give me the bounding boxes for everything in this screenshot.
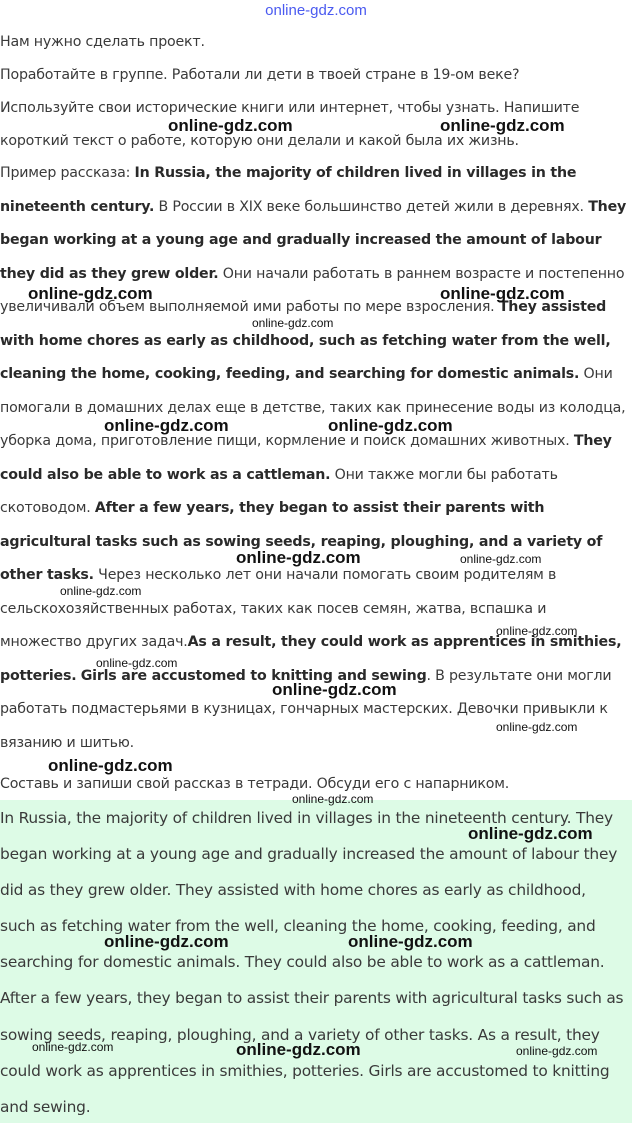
task-instruction: Поработайте в группе. Работали ли дети в твоей стране в 19-ом веке? bbox=[0, 67, 520, 83]
watermark: online-gdz.com bbox=[60, 584, 142, 598]
story-en-2: They began working at a young age and gradually increased the amount of labour they did as they grew older. bbox=[0, 198, 627, 282]
watermark: online-gdz.com bbox=[48, 756, 173, 775]
story-en-3: They assisted with home chores as early as childhood, such as fetching water from the well, cleaning the home, cooking, feeding, and searching for domestic animals. bbox=[0, 299, 611, 382]
story-en-6: As a result, they could work as apprentices in smithies, potteries. bbox=[0, 634, 622, 684]
watermark: online-gdz.com bbox=[460, 552, 542, 566]
watermark: online-gdz.com bbox=[468, 824, 593, 843]
watermark: online-gdz.com bbox=[516, 1044, 598, 1058]
story-en-7: Girls are accustomed to knitting and sewing bbox=[80, 667, 427, 684]
story-ru-7: . В результате они могли работать подмастерьями в кузницах, гончарных мастерских. Девочки привыкли к вязанию и шитью. bbox=[0, 667, 612, 751]
answer-text: In Russia, the majority of children lived in villages in the nineteenth century. They began working at a young age and gradually increased the amount of labour they did as they grew older. They assisted with home chores as early as childhood, such as fetching water from the well, cleaning the home, cooking, feeding, and searching for domestic animals. They could also be able to work as a cattleman. After a few years, they began to assist their parents with agricultural tasks such as sowing seeds, reaping, ploughing, and a variety of other tasks. As a result, they could work as apprentices in smithies, potteries. Girls are accustomed to knitting and sewing. bbox=[0, 809, 624, 1116]
answer-block bbox=[0, 800, 632, 1123]
watermark: online-gdz.com bbox=[440, 284, 565, 303]
watermark: online-gdz.com bbox=[292, 792, 374, 806]
watermark: online-gdz.com bbox=[252, 316, 334, 330]
story-ru-4: Они также могли бы работать скотоводом. bbox=[0, 466, 558, 516]
final-instruction: Составь и запиши свой рассказ в тетради. Обсуди его с напарником. bbox=[0, 776, 510, 792]
watermark: online-gdz.com bbox=[28, 284, 153, 303]
watermark: online-gdz.com bbox=[104, 416, 229, 435]
watermark: online-gdz.com bbox=[236, 1040, 361, 1059]
watermark: online-gdz.com bbox=[272, 680, 397, 699]
watermark: online-gdz.com bbox=[496, 720, 578, 734]
task-intro: Нам нужно сделать проект. bbox=[0, 34, 205, 50]
watermark: online-gdz.com bbox=[440, 116, 565, 135]
story-ru-3: Они помогали в домашних делах еще в детстве, таких как принесение воды из колодца, уборка дома, приготовление пищи, кормление и поиск домашних животных. bbox=[0, 366, 626, 449]
watermark: online-gdz.com bbox=[496, 624, 578, 638]
task-research: Используйте свои исторические книги или интернет, чтобы узнать. Напишите короткий текст о работе, которую они делали и какой была их жизнь. bbox=[0, 100, 580, 149]
story-ru-5: Через несколько лет они начали помогать своим родителям в сельскохозяйственных работах, таких как посев семян, жатва, вспашка и множество других задач. bbox=[0, 567, 557, 650]
watermark: online-gdz.com bbox=[236, 548, 361, 567]
story-ru-2: Они начали работать в раннем возрасте и постепенно увеличивали объем выполняемой ими работы по мере взросления. bbox=[0, 265, 625, 315]
watermark: online-gdz.com bbox=[96, 656, 178, 670]
watermark: online-gdz.com bbox=[104, 932, 229, 951]
example-label: Пример рассказа: bbox=[0, 165, 135, 181]
watermark: online-gdz.com bbox=[32, 1040, 114, 1054]
site-title[interactable]: online-gdz.com bbox=[265, 2, 367, 19]
story-en-1: In Russia, the majority of children lived in villages in the nineteenth century. bbox=[0, 165, 577, 215]
watermark: online-gdz.com bbox=[348, 932, 473, 951]
story-en-5: After a few years, they began to assist their parents with agricultural tasks such as sowing seeds, reaping, ploughing, and a variety of other tasks. bbox=[0, 500, 603, 583]
watermark: online-gdz.com bbox=[168, 116, 293, 135]
story-en-4: They could also be able to work as a cattleman. bbox=[0, 433, 612, 483]
example-story bbox=[0, 157, 632, 760]
story-ru-1: В России в XIX веке большинство детей жили в деревнях. bbox=[154, 198, 589, 215]
watermark: online-gdz.com bbox=[328, 416, 453, 435]
